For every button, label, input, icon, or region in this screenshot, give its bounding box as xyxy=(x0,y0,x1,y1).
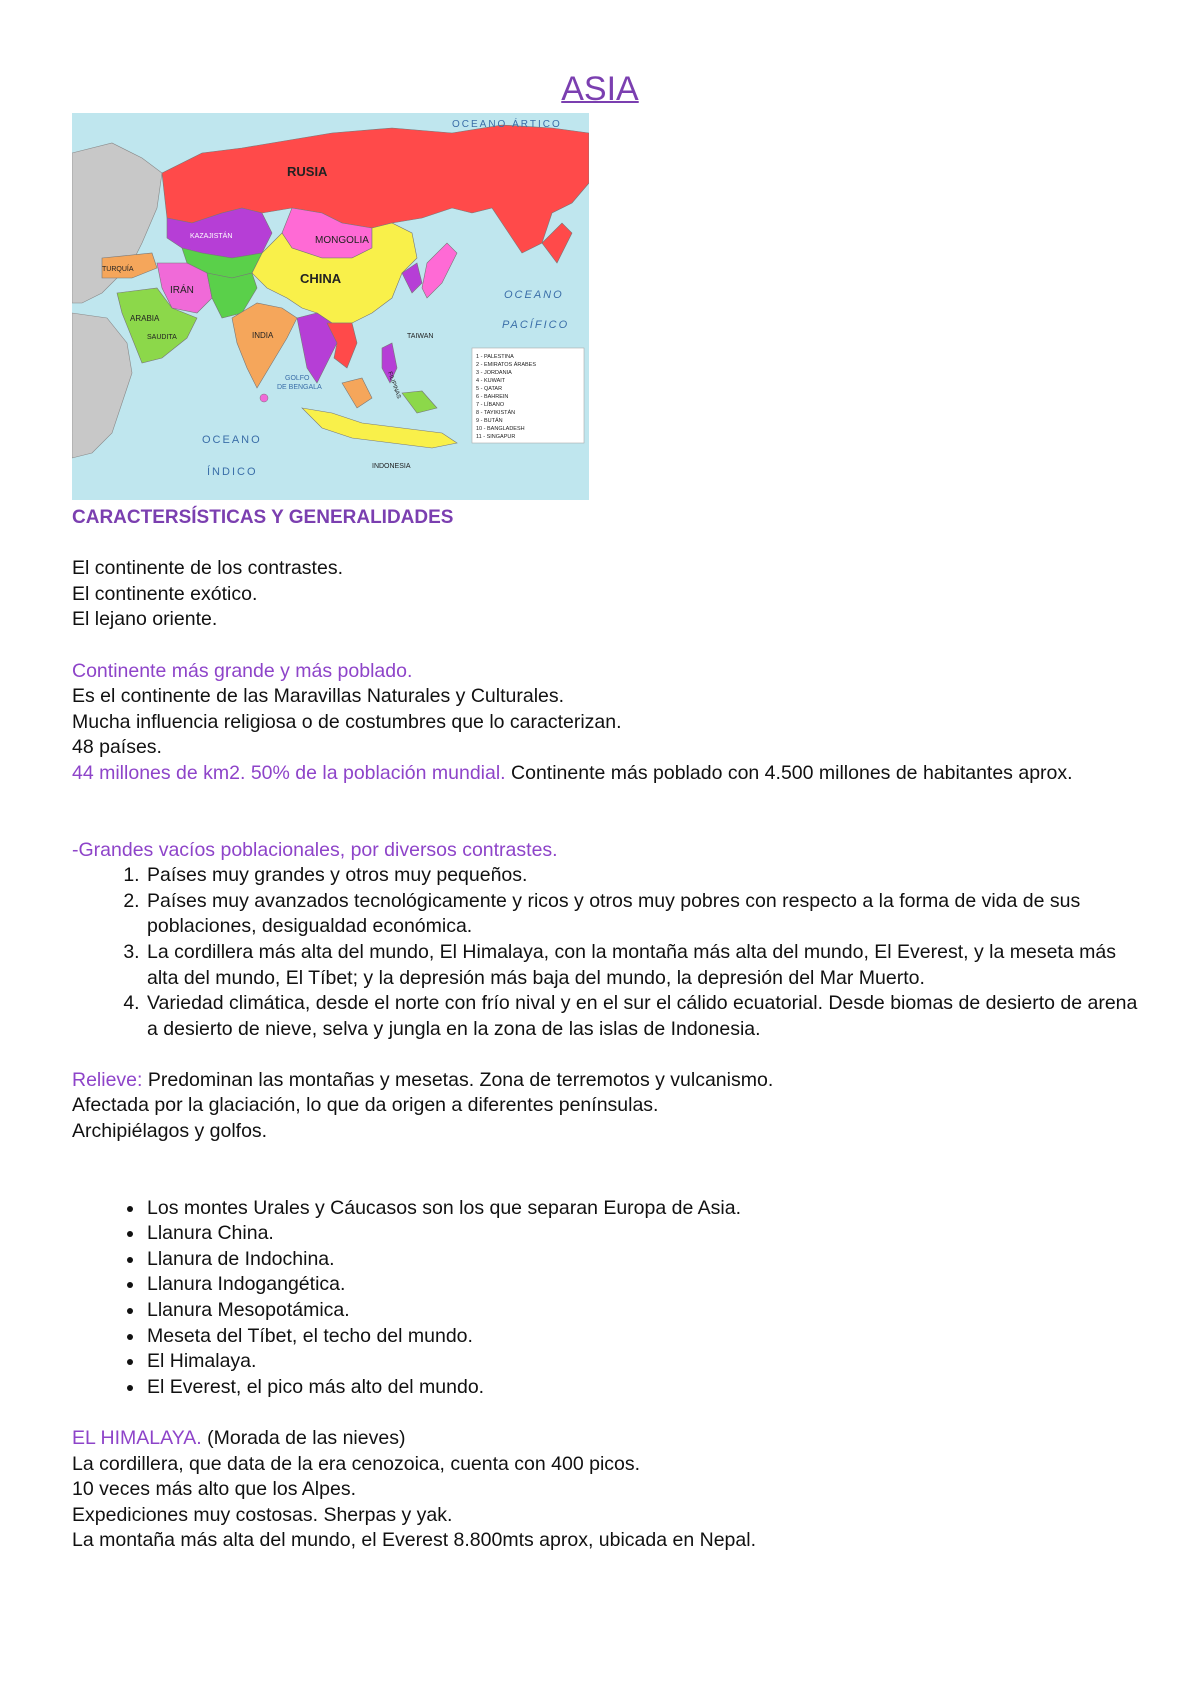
map-label-indonesia: INDONESIA xyxy=(372,463,411,470)
relief-text: Predominan las montañas y mesetas. Zona de terremotos y vulcanismo. xyxy=(142,1068,774,1091)
himalaya-label: EL HIMALAYA. xyxy=(72,1427,202,1449)
relief-list xyxy=(72,1196,1142,1401)
overview-line: 48 países. xyxy=(72,736,162,759)
intro-line: El continente de los contrastes. xyxy=(72,557,343,580)
map-label-artic: OCEANO ÁRTICO xyxy=(452,119,562,130)
map-label-saudi: SAUDITA xyxy=(147,334,177,341)
overview-line: Es el continente de las Maravillas Naturales y Culturales. xyxy=(72,685,565,708)
himalaya-line: La cordillera, que data de la era cenozoica, cuenta con 400 picos. xyxy=(72,1452,641,1475)
legend-item: 8 - TAYIKISTÁN xyxy=(476,410,516,416)
contrasts-heading: -Grandes vacíos poblacionales, por diversos contrastes. xyxy=(72,838,558,861)
relief-line: Archipiélagos y golfos. xyxy=(72,1120,268,1143)
relief-paragraph xyxy=(72,1068,1142,1094)
map-label-iran: IRÁN xyxy=(170,285,194,296)
list-item: • Llanura Indogangética. xyxy=(145,1272,1142,1298)
list-item: 1. Países muy grandes y otros muy pequeños. xyxy=(145,863,1142,889)
overview-stats xyxy=(72,761,1142,787)
list-item: • El Himalaya. xyxy=(145,1349,1142,1375)
list-item: • Llanura China. xyxy=(145,1221,1142,1247)
list-item: • Meseta del Tíbet, el techo del mundo. xyxy=(145,1324,1142,1350)
map-label-turkey: TURQUÍA xyxy=(102,266,134,273)
himalaya-line: 10 veces más alto que los Alpes. xyxy=(72,1478,356,1501)
map-label-india: INDIA xyxy=(252,331,274,340)
contrasts-list xyxy=(72,863,1142,1042)
map-label-pacific-1: OCEANO xyxy=(504,289,564,301)
list-item: • Llanura Mesopotámica. xyxy=(145,1298,1142,1324)
list-item: • El Everest, el pico más alto del mundo. xyxy=(145,1375,1142,1401)
map-label-mongolia: MONGOLIA xyxy=(315,235,369,246)
legend-item: 9 - BUTÁN xyxy=(476,418,503,424)
legend-item: 6 - BAHREIN xyxy=(476,394,509,400)
map-label-philippines: FILIPINAS xyxy=(386,370,402,400)
list-item: 3. La cordillera más alta del mundo, El Himalaya, con la montaña más alta del mundo, El Everest, y la meseta más alta del mundo, El Tíbet; y la depresión más baja del mundo, la depresión del Mar Muerto. xyxy=(145,940,1142,991)
map-label-china: CHINA xyxy=(300,271,342,286)
legend-item: 2 - EMIRATOS ÁRABES xyxy=(476,362,537,368)
overview-line: Mucha influencia religiosa o de costumbres que lo caracterizan. xyxy=(72,710,622,733)
map-label-indian-1: OCEANO xyxy=(202,434,262,446)
stats-highlight: 44 millones de km2. 50% de la población mundial. xyxy=(72,761,506,784)
list-item: • Llanura de Indochina. xyxy=(145,1247,1142,1273)
section-heading: CARACTERSÍSTICAS Y GENERALIDADES xyxy=(72,507,454,528)
map-label-taiwan: TAIWAN xyxy=(407,333,434,340)
stats-rest: Continente más poblado con 4.500 millones de habitantes aprox. xyxy=(505,761,1073,784)
legend-item: 1 - PALESTINA xyxy=(476,354,514,360)
intro-line: El continente exótico. xyxy=(72,582,258,605)
overview-highlight: Continente más grande y más poblado. xyxy=(72,659,413,682)
legend-item: 11 - SINGAPUR xyxy=(476,434,516,440)
legend-item: 7 - LÍBANO xyxy=(476,402,505,408)
map-label-gulf-2: DE BENGALA xyxy=(277,384,322,391)
list-item: 2. Países muy avanzados tecnológicamente y ricos y otros muy pobres con respecto a la forma de vida de sus poblaciones, desigualdad económica. xyxy=(145,889,1142,940)
list-item: • Los montes Urales y Cáucasos son los que separan Europa de Asia. xyxy=(145,1196,1142,1222)
map-label-pacific-2: PACÍFICO xyxy=(502,319,570,331)
legend-item: 4 - KUWAIT xyxy=(476,378,506,384)
map-label-gulf-1: GOLFO xyxy=(285,375,310,382)
himalaya-heading xyxy=(72,1426,1142,1452)
legend-item: 10 - BANGLADESH xyxy=(476,426,525,432)
page-title: ASIA xyxy=(561,70,639,108)
relief-label: Relieve: xyxy=(72,1068,143,1091)
map-label-indian-2: ÍNDICO xyxy=(207,466,258,478)
document-body xyxy=(72,505,1142,1554)
intro-line: El lejano oriente. xyxy=(72,608,218,631)
himalaya-line: Expediciones muy costosas. Sherpas y yak. xyxy=(72,1503,453,1526)
himalaya-subtitle: (Morada de las nieves) xyxy=(201,1427,406,1449)
map-label-arabia: ARABIA xyxy=(130,314,160,323)
himalaya-line: La montaña más alta del mundo, el Everest 8.800mts aprox, ubicada en Nepal. xyxy=(72,1529,756,1552)
list-item: 4. Variedad climática, desde el norte con frío nival y en el sur el cálido ecuatorial. Desde biomas de desierto de arena a desierto de nieve, selva y jungla en la zona de las islas de Indonesia. xyxy=(145,991,1142,1042)
legend-item: 5 - QATAR xyxy=(476,386,503,392)
legend-item: 3 - JORDANIA xyxy=(476,370,512,376)
map-label-kazakhstan: KAZAJISTÁN xyxy=(190,233,233,240)
asia-map xyxy=(72,113,589,500)
relief-line: Afectada por la glaciación, lo que da origen a diferentes penínsulas. xyxy=(72,1094,659,1117)
map-label-russia: RUSIA xyxy=(287,164,328,179)
